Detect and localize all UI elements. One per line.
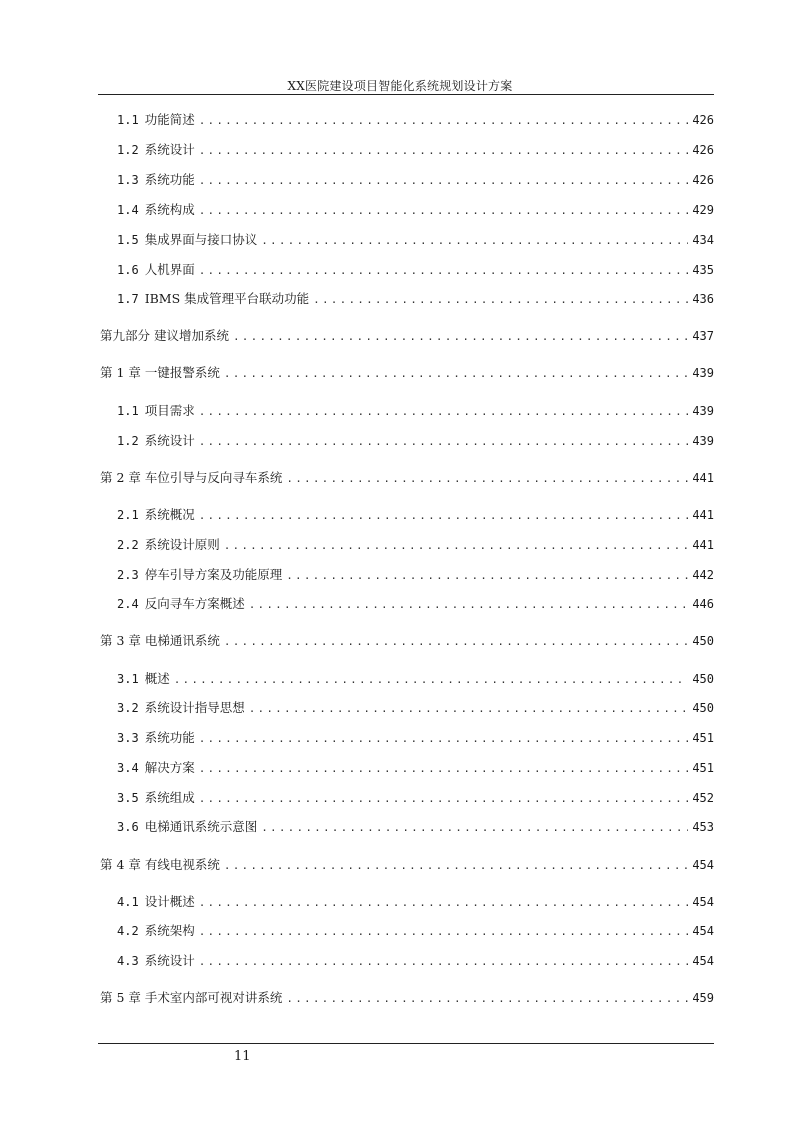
toc-entry-number: 1.2 — [117, 143, 139, 157]
toc-section-entry[interactable] — [117, 595, 714, 613]
toc-entry-number: 3.4 — [117, 761, 139, 775]
toc-section-entry[interactable] — [117, 922, 714, 940]
toc-entry-title: 第 5 章 手术室内部可视对讲系统 — [100, 990, 283, 1005]
toc-entry-page: 439 — [692, 434, 714, 448]
footer-divider — [98, 1043, 714, 1044]
toc-entry-page: 437 — [692, 329, 714, 343]
toc-entry-number: 2.4 — [117, 597, 139, 611]
toc-entry-number: 1.3 — [117, 173, 139, 187]
toc-entry-page: 446 — [692, 597, 714, 611]
toc-chapter-entry[interactable] — [100, 856, 714, 874]
toc-entry-title: 设计概述 — [144, 894, 195, 909]
toc-leader-dots — [286, 567, 688, 585]
toc-section-entry[interactable] — [117, 506, 714, 524]
toc-entry-number: 4.1 — [117, 895, 139, 909]
toc-leader-dots — [199, 172, 689, 190]
toc-entry-page: 454 — [692, 924, 714, 938]
toc-entry-number: 1.5 — [117, 233, 139, 247]
toc-leader-dots — [199, 894, 689, 912]
toc-entry-title: 系统设计 — [144, 433, 195, 448]
toc-entry-number: 1.4 — [117, 203, 139, 217]
toc-section-entry[interactable] — [117, 201, 714, 219]
toc-entry-page: 459 — [692, 991, 714, 1005]
toc-entry-title: 系统组成 — [144, 790, 195, 805]
toc-entry-title: 系统功能 — [144, 172, 195, 187]
toc-section-entry[interactable] — [117, 670, 714, 688]
toc-leader-dots — [199, 953, 689, 971]
toc-entry-number: 3.6 — [117, 820, 139, 834]
toc-entry-number: 2.2 — [117, 538, 139, 552]
toc-section-entry[interactable] — [117, 536, 714, 554]
toc-section-entry[interactable] — [117, 893, 714, 911]
toc-entry-page: 452 — [692, 791, 714, 805]
toc-entry-title: 项目需求 — [144, 403, 195, 418]
toc-entry-title: 系统设计指导思想 — [144, 700, 245, 715]
toc-entry-number: 2.1 — [117, 508, 139, 522]
toc-entry-number: 3.3 — [117, 731, 139, 745]
toc-entry-page: 453 — [692, 820, 714, 834]
toc-section-entry[interactable] — [117, 261, 714, 279]
toc-chapter-entry[interactable] — [100, 632, 714, 650]
toc-chapter-entry[interactable] — [100, 469, 714, 487]
toc-entry-page: 441 — [692, 508, 714, 522]
toc-leader-dots — [286, 470, 688, 488]
toc-section-entry[interactable] — [117, 231, 714, 249]
toc-entry-page: 441 — [692, 471, 714, 485]
toc-leader-dots — [233, 328, 688, 346]
toc-leader-dots — [286, 990, 688, 1008]
toc-entry-page: 435 — [692, 263, 714, 277]
toc-entry-page: 429 — [692, 203, 714, 217]
toc-leader-dots — [199, 112, 689, 130]
toc-entry-number: 1.7 — [117, 292, 139, 306]
toc-entry-page: 454 — [692, 954, 714, 968]
toc-section-entry[interactable] — [117, 759, 714, 777]
toc-leader-dots — [224, 365, 688, 383]
toc-entry-page: 434 — [692, 233, 714, 247]
toc-section-entry[interactable] — [117, 789, 714, 807]
toc-entry-title: 集成界面与接口协议 — [144, 232, 258, 247]
toc-entry-title: 系统设计原则 — [144, 537, 220, 552]
toc-entry-number: 4.2 — [117, 924, 139, 938]
toc-entry-number: 1.1 — [117, 113, 139, 127]
toc-leader-dots — [224, 537, 689, 555]
toc-leader-dots — [313, 291, 688, 309]
toc-entry-page: 450 — [692, 701, 714, 715]
toc-leader-dots — [199, 730, 689, 748]
page-header-title: XX医院建设项目智能化系统规划设计方案 — [287, 79, 513, 93]
toc-leader-dots — [224, 857, 688, 875]
toc-section-entry[interactable] — [117, 729, 714, 747]
toc-entry-page: 454 — [692, 895, 714, 909]
toc-entry-page: 436 — [692, 292, 714, 306]
toc-leader-dots — [261, 232, 688, 250]
toc-entry-title: 第 1 章 一键报警系统 — [100, 365, 220, 380]
toc-entry-page: 450 — [692, 634, 714, 648]
toc-entry-page: 442 — [692, 568, 714, 582]
toc-leader-dots — [174, 671, 689, 689]
footer-page-number: 11 — [234, 1049, 251, 1064]
toc-entry-title: 功能简述 — [144, 112, 195, 127]
toc-leader-dots — [199, 507, 689, 525]
toc-section-entry[interactable] — [117, 171, 714, 189]
toc-entry-title: 第九部分 建议增加系统 — [100, 328, 229, 343]
toc-entry-title: 第 4 章 有线电视系统 — [100, 857, 220, 872]
toc-leader-dots — [199, 923, 689, 941]
toc-entry-number: 4.3 — [117, 954, 139, 968]
toc-leader-dots — [199, 760, 689, 778]
toc-entry-page: 426 — [692, 173, 714, 187]
toc-entry-page: 441 — [692, 538, 714, 552]
toc-leader-dots — [249, 700, 689, 718]
toc-leader-dots — [199, 433, 689, 451]
toc-section-entry[interactable] — [117, 402, 714, 420]
toc-entry-page: 451 — [692, 731, 714, 745]
toc-leader-dots — [249, 596, 689, 614]
toc-entry-number: 1.2 — [117, 434, 139, 448]
toc-entry-page: 426 — [692, 143, 714, 157]
toc-entry-number: 3.1 — [117, 672, 139, 686]
toc-section-entry[interactable] — [117, 952, 714, 970]
toc-entry-title: 系统概况 — [144, 507, 195, 522]
toc-section-entry[interactable] — [117, 141, 714, 159]
toc-entry-page: 450 — [692, 672, 714, 686]
toc-leader-dots — [199, 202, 689, 220]
toc-entry-page: 454 — [692, 858, 714, 872]
toc-entry-title: 解决方案 — [144, 760, 195, 775]
toc-entry-number: 3.2 — [117, 701, 139, 715]
toc-chapter-entry[interactable] — [100, 327, 714, 345]
toc-section-entry[interactable] — [117, 699, 714, 717]
toc-entry-title: 第 2 章 车位引导与反向寻车系统 — [100, 470, 283, 485]
toc-entry-title: 停车引导方案及功能原理 — [144, 567, 283, 582]
toc-entry-title: 概述 — [144, 671, 170, 686]
toc-section-entry[interactable] — [117, 818, 714, 836]
toc-entry-page: 426 — [692, 113, 714, 127]
toc-leader-dots — [199, 403, 689, 421]
toc-section-entry[interactable] — [117, 111, 714, 129]
toc-leader-dots — [199, 790, 689, 808]
toc-entry-number: 1.1 — [117, 404, 139, 418]
toc-entry-number: 2.3 — [117, 568, 139, 582]
toc-entry-page: 439 — [692, 404, 714, 418]
toc-section-entry[interactable] — [117, 290, 714, 308]
toc-section-entry[interactable] — [117, 432, 714, 450]
toc-leader-dots — [224, 633, 688, 651]
toc-entry-title: 第 3 章 电梯通讯系统 — [100, 633, 220, 648]
toc-entry-page: 439 — [692, 366, 714, 380]
toc-entry-title: 反向寻车方案概述 — [144, 596, 245, 611]
toc-chapter-entry[interactable] — [100, 364, 714, 382]
toc-entry-number: 3.5 — [117, 791, 139, 805]
toc-section-entry[interactable] — [117, 566, 714, 584]
toc-entry-title: 系统设计 — [144, 953, 195, 968]
toc-leader-dots — [261, 819, 688, 837]
toc-entry-title: 系统功能 — [144, 730, 195, 745]
toc-entry-title: 系统架构 — [144, 923, 195, 938]
toc-entry-title: IBMS 集成管理平台联动功能 — [144, 291, 310, 306]
toc-entry-title: 电梯通讯系统示意图 — [144, 819, 258, 834]
toc-entry-page: 451 — [692, 761, 714, 775]
toc-leader-dots — [199, 142, 689, 160]
toc-entry-title: 人机界面 — [144, 262, 195, 277]
toc-chapter-entry[interactable] — [100, 989, 714, 1007]
toc-entry-title: 系统设计 — [144, 142, 195, 157]
toc-entry-title: 系统构成 — [144, 202, 195, 217]
toc-leader-dots — [199, 262, 689, 280]
toc-entry-number: 1.6 — [117, 263, 139, 277]
